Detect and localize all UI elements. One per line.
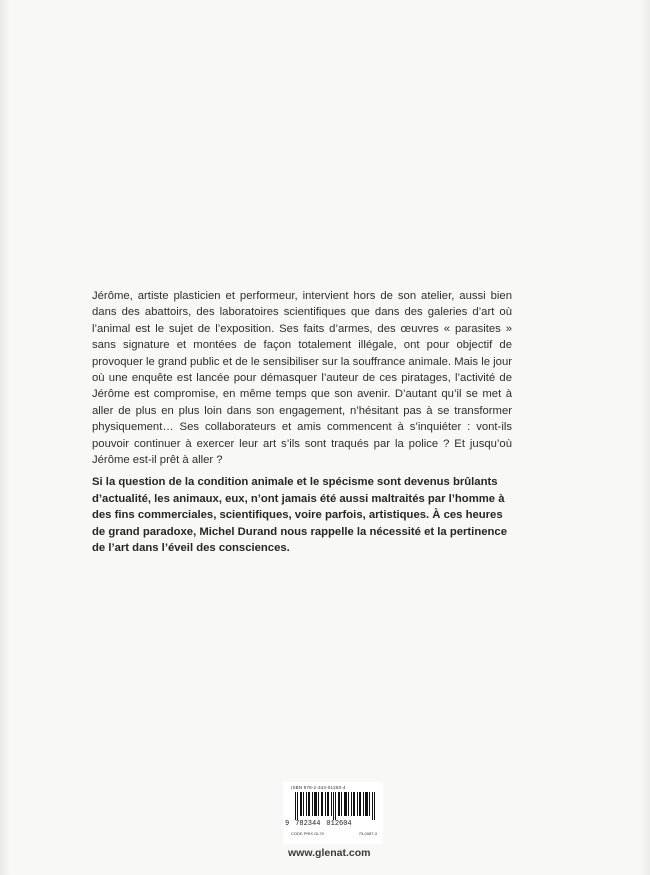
isbn-label: ISBN 978-2-344-01260-4 bbox=[291, 785, 346, 790]
barcode-digits bbox=[285, 820, 381, 828]
barcode-block bbox=[283, 782, 383, 844]
barcode-code-line bbox=[291, 831, 377, 836]
pitch-paragraph: Si la question de la condition animale et le spécisme sont devenus brûlants d’actualité, les animaux, eux, n’ont jamais été aussi maltraités par l’homme à des fins commerciales, scientifiques, voire parfois, artistiques. À ces heures de grand paradoxe, Michel Durand nous rappelle la nécessité et la pertinence de l’art dans l’éveil des consciences. bbox=[92, 476, 507, 555]
barcode-code-right: 75-0087-3 bbox=[358, 831, 377, 836]
barcode-code-left: CODE PRIX GL70 bbox=[291, 831, 324, 836]
barcode-digit-group-1: 782344 bbox=[295, 820, 321, 828]
barcode-digit-group-2: 012604 bbox=[326, 820, 352, 828]
barcode-icon bbox=[295, 792, 375, 820]
barcode-digit-first: 9 bbox=[285, 820, 290, 828]
publisher-website: www.glenat.com bbox=[288, 847, 371, 859]
synopsis-paragraph: Jérôme, artiste plasticien et performeur, intervient hors de son atelier, aussi bien dans des abattoirs, des laboratoires scientifiques que dans des galeries d’art où l’animal est le sujet de l’exposition. Ses faits d’armes, des œuvres « parasites » sans signature et montées de façon totalement illégale, ont pour objectif de provoquer le grand public et de le sensibiliser sur la souffrance animale. Mais le jour où une enquête est lancée pour démasquer l’auteur de ces piratages, l’activité de Jérôme est compromise, en même temps que son avenir. D’autant qu’il se met à aller de plus en plus loin dans son engagement, n’hésitant pas à se transformer physiquement… Ses collaborateurs et amis commencent à s’inquiéter : vont-ils pouvoir continuer à exercer leur art s’ils sont traqués par la police ? Et jusqu’où Jérôme est-il prêt à aller ? bbox=[92, 290, 512, 467]
